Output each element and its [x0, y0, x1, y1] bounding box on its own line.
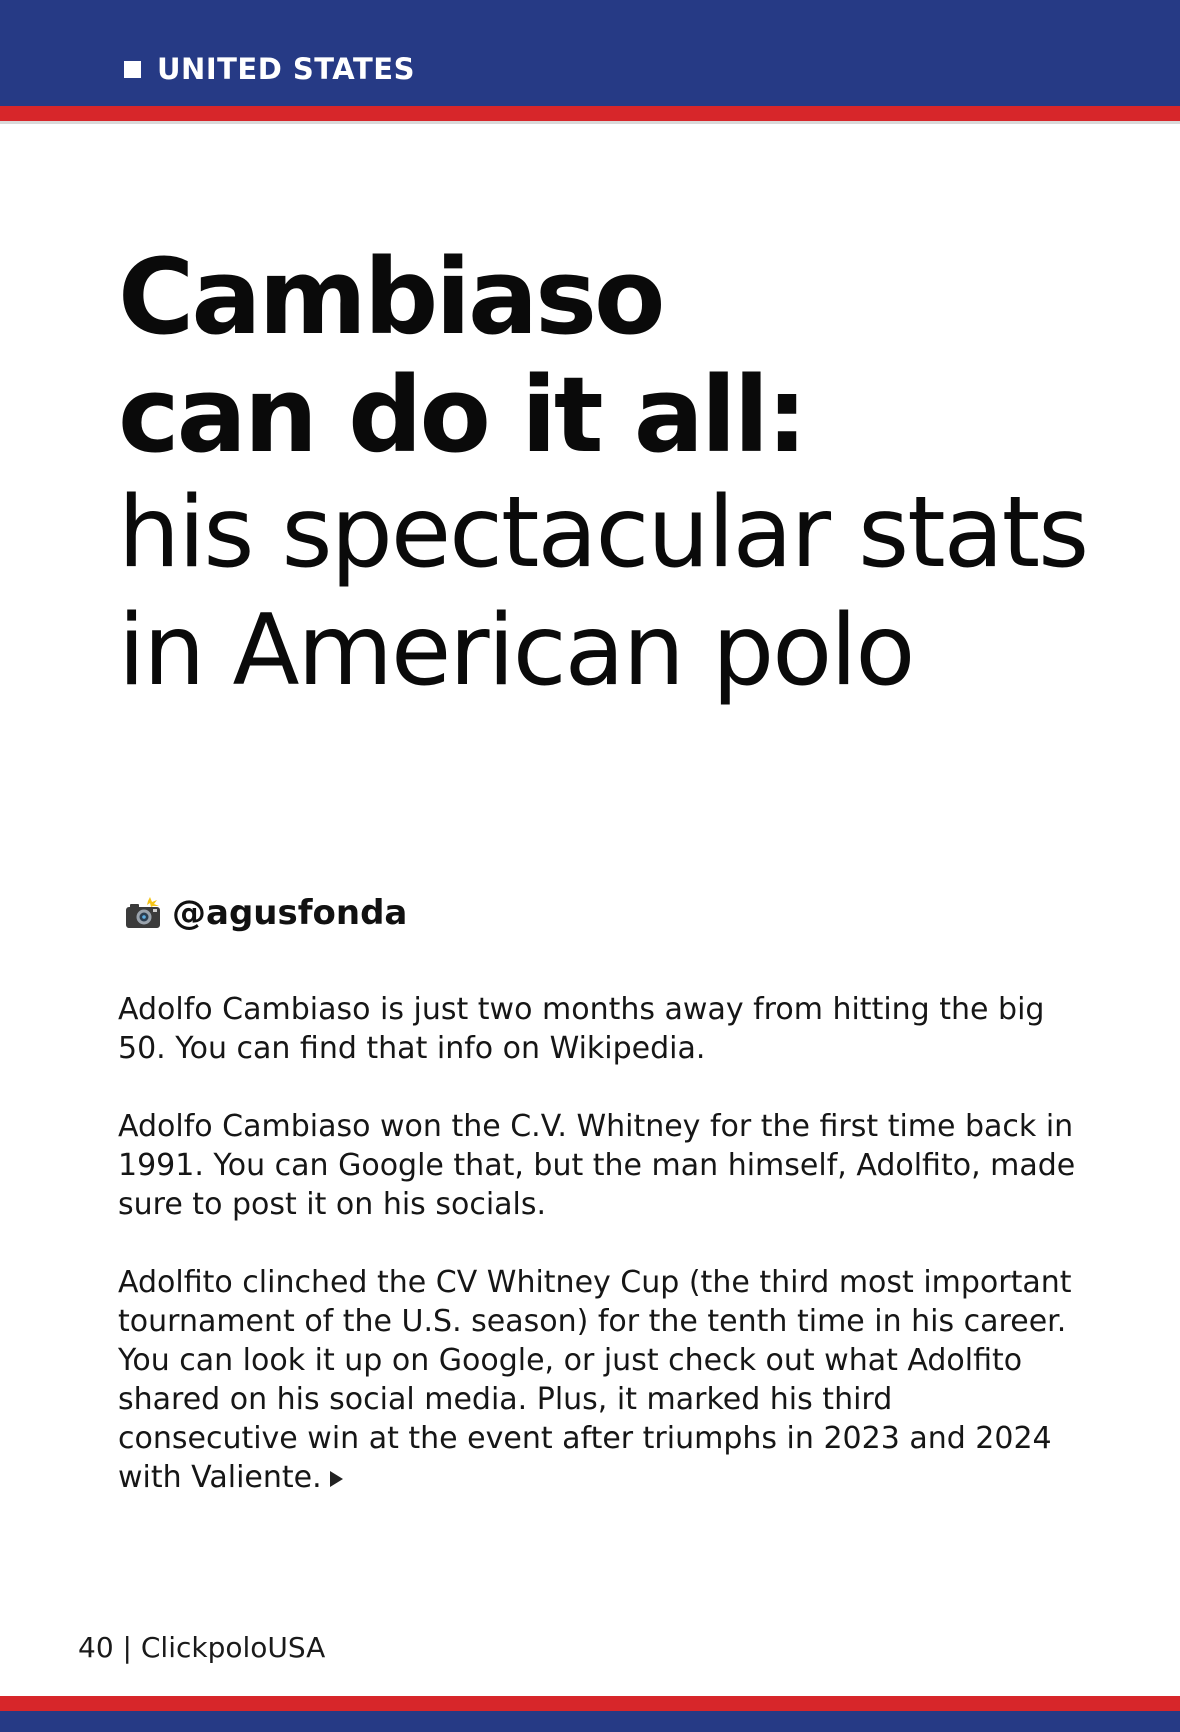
paragraph-3	[118, 1263, 1078, 1497]
paragraph-2: Adolfo Cambiaso won the C.V. Whitney for the first time back in 1991. You can Google that, but the man himself, Adolfito, made sure to post it on his socials.	[118, 1109, 1076, 1222]
section-label	[124, 52, 415, 86]
square-bullet-icon	[124, 61, 141, 78]
footer-band	[0, 1711, 1180, 1732]
header-red-stripe	[0, 106, 1180, 121]
paragraph-1: Adolfo Cambiaso is just two months away from hitting the big 50. You can find that info on Wikipedia.	[118, 992, 1045, 1066]
credit-handle: @agusfonda	[172, 893, 408, 933]
headline-bold-line-2: can do it all:	[118, 354, 805, 476]
section-label-text: UNITED STATES	[157, 52, 415, 86]
paragraph-3-text: Adolfito clinched the CV Whitney Cup (the third most important tournament of the U.S. season) for the tenth time in his career. You can look it up on Google, or just check out what Adolfito shared on his social media. Plus, it marked his third consecutive win at the event after triumphs in 2023 and 2024 with Valiente.	[118, 1265, 1072, 1495]
camera-flash-icon	[124, 896, 162, 930]
article-body	[118, 990, 1078, 1536]
footer-red-stripe	[0, 1696, 1180, 1711]
page-footer: 40 | ClickpoloUSA	[78, 1631, 326, 1664]
headline-bold-line-1: Cambiaso	[118, 236, 663, 358]
header-divider	[0, 121, 1180, 124]
headline-subtitle: his spectacular stats in American polo	[118, 476, 1088, 708]
article-headline	[118, 238, 1138, 710]
play-arrow-icon	[330, 1471, 343, 1487]
photo-credit	[124, 893, 407, 933]
